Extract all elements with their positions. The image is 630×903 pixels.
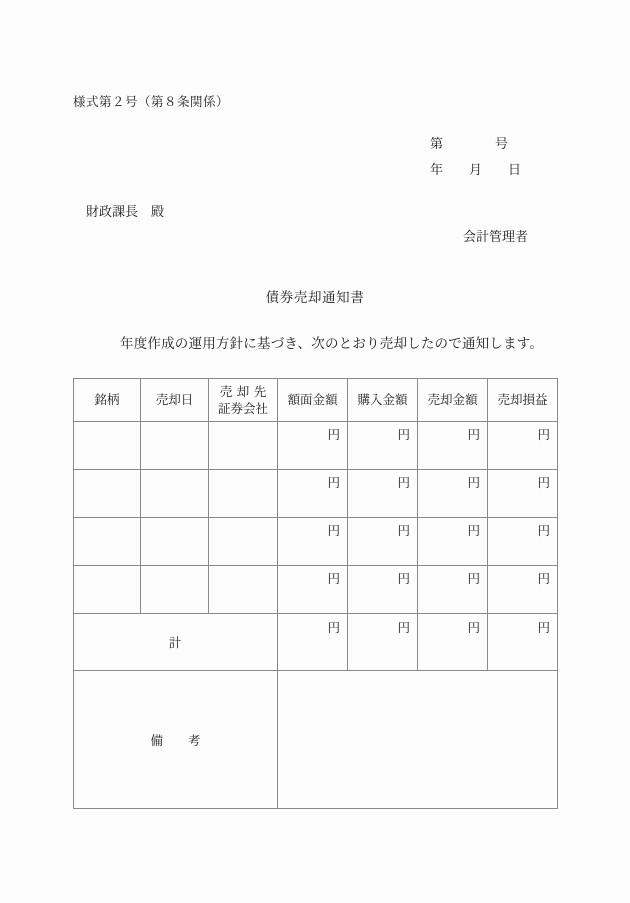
cell-purchase-amount[interactable]: 円: [348, 566, 418, 614]
cell-purchase-amount[interactable]: 円: [348, 470, 418, 518]
header-sale-amount: 売却金額: [418, 379, 488, 422]
table-header-row: [74, 379, 558, 422]
document-date-line: 年 月 日: [430, 162, 522, 177]
cell-sale-amount[interactable]: 円: [418, 422, 488, 470]
cell-brand[interactable]: [74, 470, 141, 518]
header-sale-date: 売却日: [141, 379, 209, 422]
cell-sale-amount[interactable]: 円: [418, 518, 488, 566]
cell-face-value[interactable]: 円: [278, 422, 348, 470]
cell-profit-loss[interactable]: 円: [488, 422, 558, 470]
cell-purchase-amount[interactable]: 円: [348, 422, 418, 470]
bond-sale-table: [73, 378, 558, 809]
table-row: [74, 566, 558, 614]
form-number: 様式第２号（第８条関係）: [73, 95, 230, 109]
cell-broker[interactable]: [209, 566, 278, 614]
header-face-value: 額面金額: [278, 379, 348, 422]
header-broker-line2: 証券会社: [217, 401, 268, 416]
cell-profit-loss[interactable]: 円: [488, 470, 558, 518]
table-remarks-row: [74, 671, 558, 809]
document-meta-block: [430, 131, 521, 183]
cell-profit-loss[interactable]: 円: [488, 518, 558, 566]
table-row: [74, 518, 558, 566]
cell-face-value[interactable]: 円: [278, 470, 348, 518]
cell-brand[interactable]: [74, 566, 141, 614]
cell-face-value[interactable]: 円: [278, 518, 348, 566]
page-title: 債券売却通知書: [265, 290, 365, 305]
body-text: 年度作成の運用方針に基づき、次のとおり売却したので通知します。: [120, 336, 544, 351]
total-face-value[interactable]: 円: [278, 614, 348, 671]
addressee: 財政課長 殿: [86, 204, 165, 219]
cell-sale-amount[interactable]: 円: [418, 566, 488, 614]
document-number-line: 第 号: [430, 136, 509, 151]
header-broker: [209, 379, 278, 422]
sender: 会計管理者: [463, 229, 529, 244]
table-row: [74, 422, 558, 470]
table-row: [74, 470, 558, 518]
cell-broker[interactable]: [209, 518, 278, 566]
total-sale-amount[interactable]: 円: [418, 614, 488, 671]
cell-face-value[interactable]: 円: [278, 566, 348, 614]
cell-sale-date[interactable]: [141, 470, 209, 518]
header-brand: 銘柄: [74, 379, 141, 422]
table-total-row: [74, 614, 558, 671]
cell-sale-date[interactable]: [141, 518, 209, 566]
cell-brand[interactable]: [74, 422, 141, 470]
cell-brand[interactable]: [74, 518, 141, 566]
total-profit-loss[interactable]: 円: [488, 614, 558, 671]
header-profit-loss: 売却損益: [488, 379, 558, 422]
cell-profit-loss[interactable]: 円: [488, 566, 558, 614]
cell-broker[interactable]: [209, 422, 278, 470]
header-broker-line1: 売却先: [219, 384, 271, 399]
remarks-field[interactable]: [278, 671, 558, 809]
cell-sale-date[interactable]: [141, 566, 209, 614]
cell-broker[interactable]: [209, 470, 278, 518]
cell-sale-date[interactable]: [141, 422, 209, 470]
header-purchase-amount: 購入金額: [348, 379, 418, 422]
total-label: 計: [74, 614, 278, 671]
cell-sale-amount[interactable]: 円: [418, 470, 488, 518]
total-purchase-amount[interactable]: 円: [348, 614, 418, 671]
cell-purchase-amount[interactable]: 円: [348, 518, 418, 566]
remarks-label: 備 考: [74, 671, 278, 809]
